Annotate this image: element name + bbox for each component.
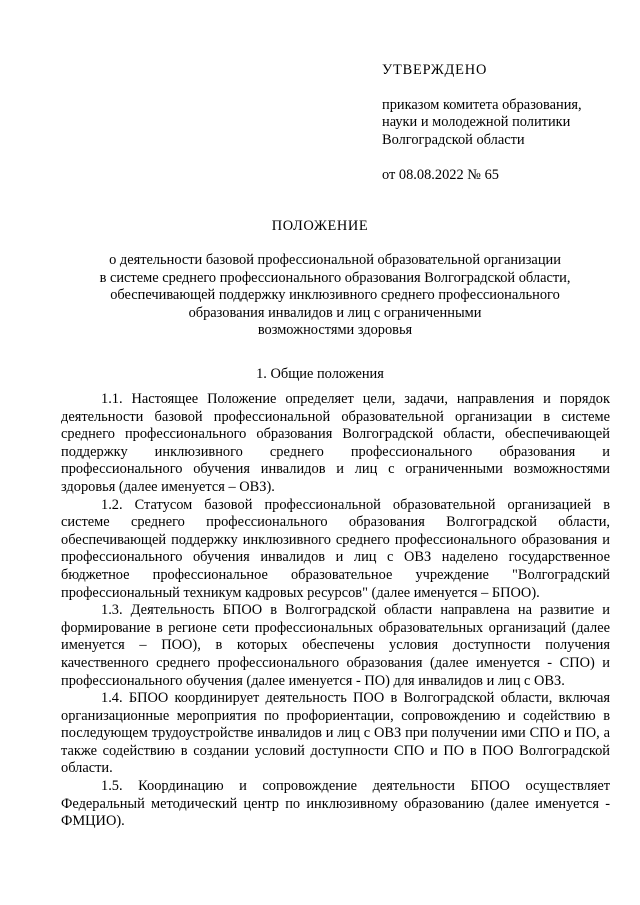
approval-org-line: науки и молодежной политики [382,114,571,130]
paragraph: 1.1. Настоящее Положение определяет цели, задачи, направления и порядок деятельности базовой профессиональной образовательной организации в системе среднего профессионального образования Волгоградской области, обеспечивающей поддержку инклюзивного среднего профессионального образования и профессионального обучения инвалидов и лиц с ограниченными возможностями здоровья (далее именуется – ОВЗ). [61,391,610,495]
paragraph: 1.5. Координацию и сопровождение деятельности БПОО осуществляет Федеральный методический центр по инклюзивному образованию (далее именуется - ФМЦИО). [61,778,610,830]
document-subtitle [60,252,610,340]
subtitle-line: возможностями здоровья [257,322,413,339]
subtitle-line: в системе среднего профессионального образования Волгоградской области, [99,269,571,286]
subtitle-line: о деятельности базовой профессиональной образовательной организации [109,252,561,268]
section-body [61,391,610,831]
subtitle-line: образования инвалидов и лиц с ограниченными [188,304,482,321]
paragraph: 1.2. Статусом базовой профессиональной образовательной организацией в системе среднего профессионального образования Волгоградской области, обеспечивающей поддержку инклюзивного среднего профессионального образования и профессионального обучения инвалидов и лиц с ОВЗ наделено государственное бюджетное профессиональное образовательное учреждение "Волгоградский профессиональный техникум кадровых ресурсов" (далее именуется – БПОО). [61,496,610,601]
approval-date: от 08.08.2022 № 65 [382,167,499,183]
approval-block [382,62,632,185]
approval-org-line: приказом комитета образования, [382,96,582,113]
paragraph: 1.3. Деятельность БПОО в Волгоградской области направлена на развитие и формирование в регионе сети профессиональных образовательных организаций (далее именуется – ПОО), в которых обеспечены условия доступности получения качественного среднего профессионального образования (далее именуется - СПО) и профессионального обучения (далее именуется - ПО) для инвалидов и лиц с ОВЗ. [61,602,610,689]
subtitle-line: обеспечивающей поддержку инклюзивного среднего профессионального [110,287,560,304]
approval-org-line: Волгоградской области [382,131,525,148]
paragraph: 1.4. БПОО координирует деятельность ПОО в Волгоградской области, включая организационные мероприятия по профориентации, сопровождению и содействию в последующем трудоустройстве инвалидов и лиц с ОВЗ при получении ими СПО и ПО, а также содействию в создании условий доступности СПО и ПО в ПОО Волгоградской области. [61,690,610,777]
approval-title: УТВЕРЖДЕНО [382,62,488,78]
document-title: ПОЛОЖЕНИЕ [271,218,369,234]
section-heading: 1. Общие положения [256,366,384,382]
approval-org [382,97,632,150]
